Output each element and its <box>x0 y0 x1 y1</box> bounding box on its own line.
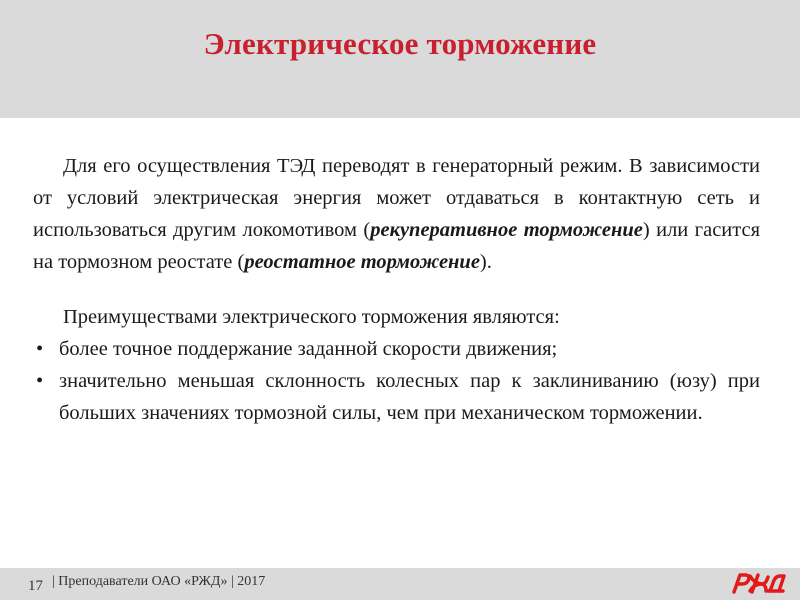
emphasis-regenerative: рекуперативное торможение <box>370 219 643 241</box>
paragraph-text-3: ). <box>479 251 492 273</box>
paragraph-text-2: ) или гасится на тормозном реостате ( <box>33 219 760 273</box>
bullet-icon: • <box>36 338 44 360</box>
list-item-text: более точное поддержание заданной скорости движения; <box>59 338 558 360</box>
footer-text: | Преподаватели ОАО «РЖД» | 2017 <box>52 574 266 589</box>
list-item-text: значительно меньшая склонность колесных пар к заклиниванию (юзу) при больших значениях тормозной силы, чем при механическом торможении. <box>59 370 760 424</box>
paragraph-text-1: Для его осуществления ТЭД переводят в генераторный режим. В зависимости от условий электрическая энергия может отдаваться в контактную сеть и использоваться другим локомотивом ( <box>33 155 760 241</box>
list-item <box>33 333 760 365</box>
advantages-intro: Преимуществами электрического торможения являются: <box>63 306 560 328</box>
slide-content <box>33 150 760 429</box>
emphasis-rheostatic: реостатное торможение <box>244 251 480 273</box>
rzd-logo-icon <box>728 571 788 595</box>
advantages-list <box>33 333 760 429</box>
page-number: 17 <box>28 578 43 594</box>
slide-title: Электрическое торможение <box>203 26 597 61</box>
body-paragraph <box>33 150 760 278</box>
bullet-icon: • <box>36 370 44 392</box>
list-item <box>33 365 760 429</box>
